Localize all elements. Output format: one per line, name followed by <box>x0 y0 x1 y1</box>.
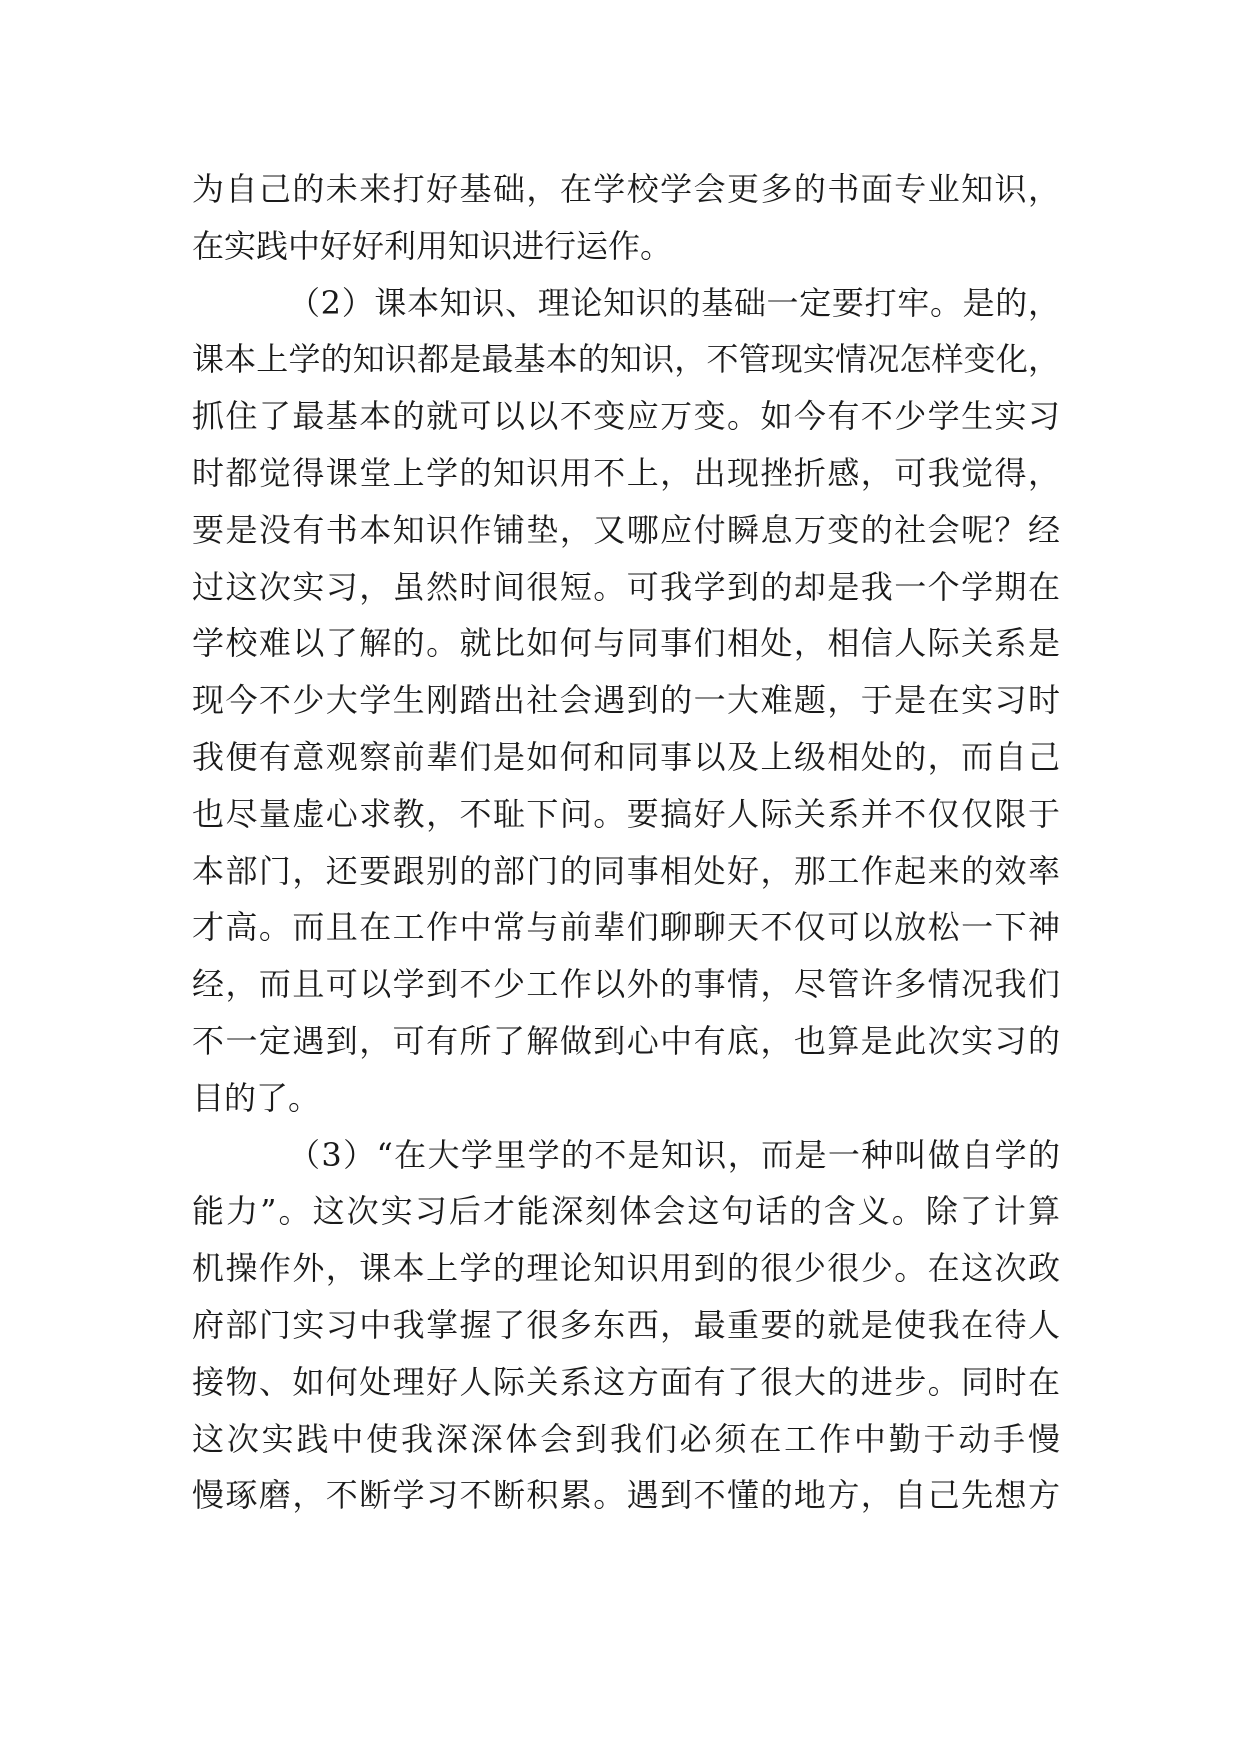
text-line: 机操作外，课本上学的理论知识用到的很少很少。在这次政 <box>192 1249 1060 1288</box>
text-line: 时都觉得课堂上学的知识用不上，出现挫折感，可我觉得， <box>192 453 1060 492</box>
text-line: 过这次实习，虽然时间很短。可我学到的却是我一个学期在 <box>192 567 1060 606</box>
text-line: 也尽量虚心求教，不耻下问。要搞好人际关系并不仅仅限于 <box>192 794 1060 833</box>
text-line: 能力”。这次实习后才能深刻体会这句话的含义。除了计算 <box>192 1192 1060 1231</box>
text-line: 慢琢磨，不断学习不断积累。遇到不懂的地方，自己先想方 <box>192 1476 1060 1515</box>
text-line: 府部门实习中我掌握了很多东西，最重要的就是使我在待人 <box>192 1305 1060 1344</box>
text-line: 要是没有书本知识作铺垫，又哪应付瞬息万变的社会呢？经 <box>192 510 1060 549</box>
text-line: 不一定遇到，可有所了解做到心中有底，也算是此次实习的 <box>192 1021 1060 1060</box>
text-line: 才高。而且在工作中常与前辈们聊聊天不仅可以放松一下神 <box>192 908 1060 947</box>
text-line: 课本上学的知识都是最基本的知识，不管现实情况怎样变化， <box>192 340 1060 379</box>
text-line: 经，而且可以学到不少工作以外的事情，尽管许多情况我们 <box>192 965 1060 1004</box>
text-line: （3）“在大学里学的不是知识，而是一种叫做自学的 <box>288 1135 1060 1174</box>
text-line: 目的了。 <box>192 1078 321 1117</box>
body-text <box>192 161 1060 1524</box>
text-line: 接物、如何处理好人际关系这方面有了很大的进步。同时在 <box>192 1362 1060 1401</box>
text-line: 我便有意观察前辈们是如何和同事以及上级相处的，而自己 <box>192 737 1060 776</box>
text-line: 为自己的未来打好基础，在学校学会更多的书面专业知识， <box>192 170 1060 208</box>
text-line: 在实践中好好利用知识进行运作。 <box>192 226 673 265</box>
text-line: 这次实践中使我深深体会到我们必须在工作中勤于动手慢 <box>192 1419 1060 1458</box>
text-line: （2）课本知识、理论知识的基础一定要打牢。是的， <box>288 283 1060 322</box>
text-line: 本部门，还要跟别的部门的同事相处好，那工作起来的效率 <box>192 851 1060 890</box>
text-line: 抓住了最基本的就可以以不变应万变。如今有不少学生实习 <box>192 397 1060 436</box>
text-line: 现今不少大学生刚踏出社会遇到的一大难题，于是在实习时 <box>192 681 1060 720</box>
text-line: 学校难以了解的。就比如何与同事们相处，相信人际关系是 <box>192 624 1060 663</box>
